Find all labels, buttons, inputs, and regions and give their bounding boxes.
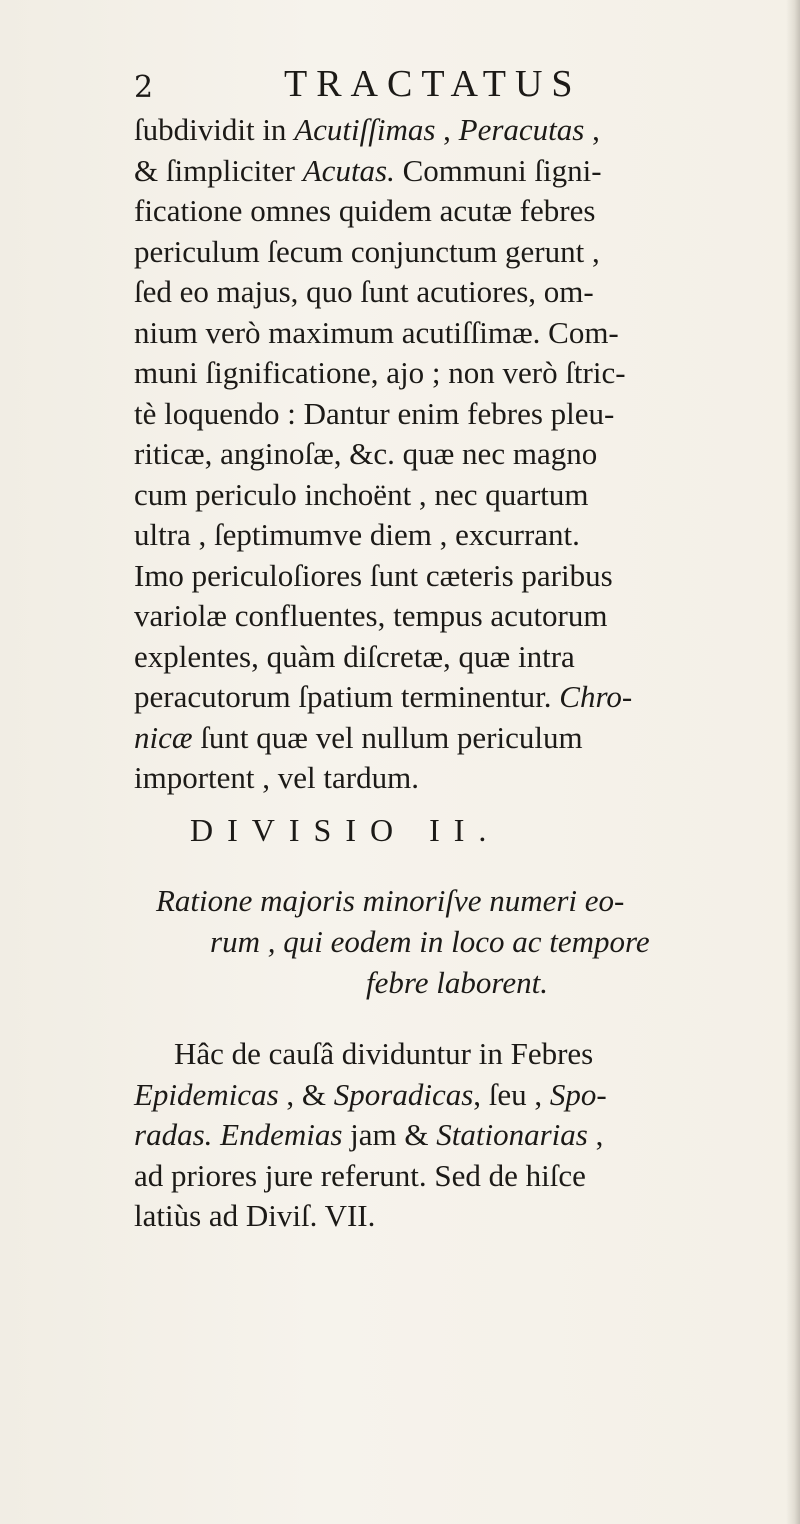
subtitle-line: Ratione majoris minoriſve numeri eo- (156, 883, 625, 918)
text-line: ad priores jure referunt. Sed de hiſce (134, 1157, 586, 1193)
text-line: Imo periculoſiores ſunt cæteris paribus (134, 557, 613, 593)
page-number: 2 (134, 70, 154, 105)
text-line: ſubdividit in Acutiſſimas , Peracutas , (134, 112, 600, 147)
text-line: latiùs ad Diviſ. VII. (134, 1198, 376, 1233)
running-title: TRACTATUS (284, 63, 582, 105)
text-line: muni ſignificatione, ajo ; non verò ſtric- (134, 355, 626, 390)
text-line: cum periculo inchoënt , nec quartum (134, 476, 589, 512)
subtitle-line: febre laborent. (366, 965, 548, 1000)
division-heading: DIVISIO II. (190, 812, 501, 848)
text-line: Epidemicas , & Sporadicas, ſeu , Spo- (134, 1076, 607, 1112)
text-line: tè loquendo : Dantur enim febres pleu- (134, 395, 615, 431)
text-line: radas. Endemias jam & Stationarias , (134, 1117, 604, 1152)
text-line: ſed eo majus, quo ſunt acutiores, om- (134, 274, 594, 309)
text-line: & ſimpliciter Acutas. Communi ſigni- (134, 152, 602, 188)
text-line: riticæ, anginoſæ, &c. quæ nec magno (134, 436, 598, 471)
text-line: variolæ confluentes, tempus acutorum (134, 598, 608, 633)
text-line: nicæ ſunt quæ vel nullum periculum (134, 719, 583, 755)
text-line: ultra , ſeptimumve diem , excurrant. (134, 517, 580, 552)
text-line: periculum ſecum conjunctum gerunt , (134, 233, 600, 269)
text-line: ficatione omnes quidem acutæ febres (134, 193, 596, 228)
text-line: Hâc de cauſâ dividuntur in Febres (174, 1036, 594, 1071)
subtitle-line: rum , qui eodem in loco ac tempore (210, 924, 650, 959)
text-line: explentes, quàm diſcretæ, quæ intra (134, 638, 575, 674)
paragraph-1 (134, 110, 674, 799)
text-line: peracutorum ſpatium terminentur. Chro- (134, 679, 633, 714)
division-subtitle (134, 880, 674, 1003)
text-line: nium verò maximum acutiſſimæ. Com- (134, 314, 619, 350)
text-line: importent , vel tardum. (134, 760, 419, 795)
running-head (134, 62, 654, 108)
page-edge-shadow (786, 0, 800, 1524)
paragraph-2 (134, 1034, 674, 1237)
